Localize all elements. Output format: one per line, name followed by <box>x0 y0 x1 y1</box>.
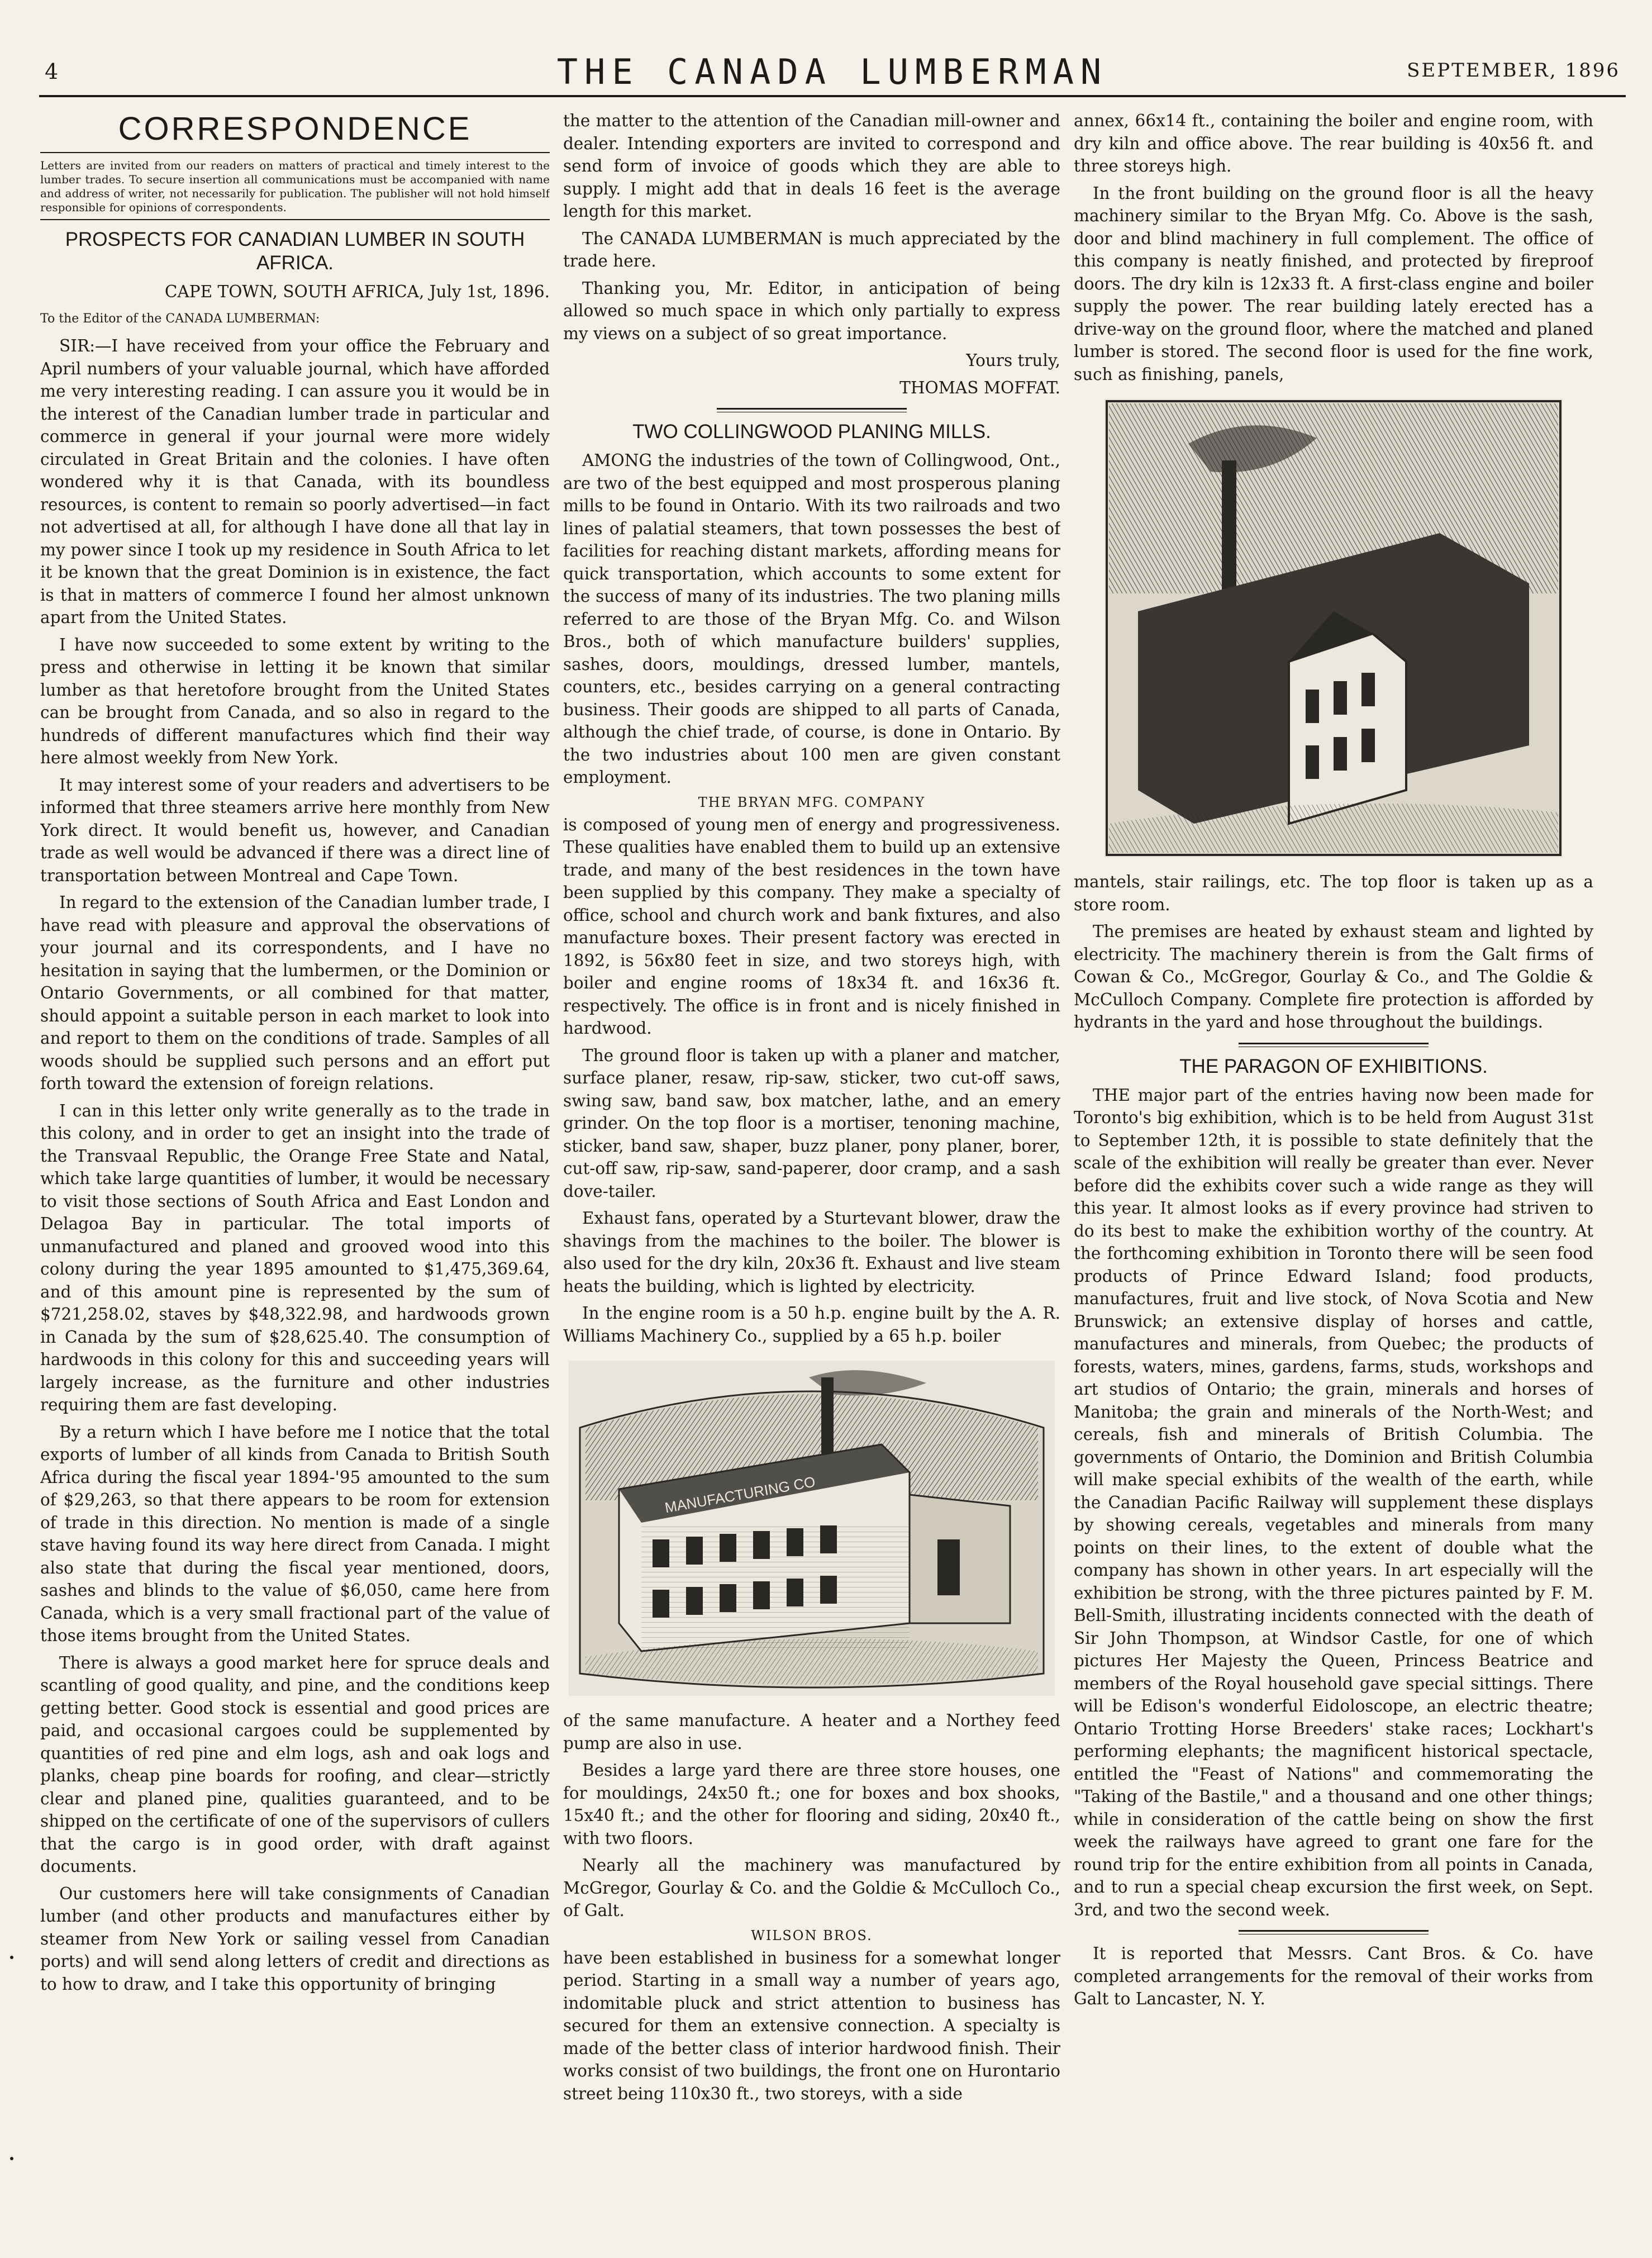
letter-closing: Yours truly, <box>966 351 1060 370</box>
paragraph: AMONG the industries of the town of Collingwood, Ont., are two of the best equipped and most prosperous planing mills to be found in Ontario. With its two railroads and two lines of palatial steamers, that town possesses the best of facilities for reaching distant markets, affording means for quick transportation, which accounts to some extent for the success of many of its industries. The two planing mills referred to are those of the Bryan Mfg. Co. and Wilson Bros., both of which manufacture builders' supplies, sashes, doors, mouldings, dressed lumber, mantels, counters, etc., besides carrying on a general contracting business. Their goods are shipped to all parts of Canada, although the chief trade, of course, is done in Ontario. By the two industries about 100 men are given constant employment. <box>563 451 1060 787</box>
paragraph: of the same manufacture. A heater and a Northey feed pump are also in use. <box>563 1711 1060 1753</box>
paragraph: Nearly all the machinery was manufactured by McGregor, Gourlay & Co. and the Goldie & McCulloch Co., of Galt. <box>563 1856 1060 1920</box>
paragraph: The premises are heated by exhaust steam and lighted by electricity. The machinery therein is from the Galt firms of Cowan & Co., McGregor, Gourlay & Co., and The Goldie & McCulloch Company. Complete fire protection is afforded by hydrants in the yard and hose throughout the buildings. <box>1074 922 1593 1031</box>
paragraph: The CANADA LUMBERMAN is much appreciated by the trade here. <box>563 229 1060 270</box>
paragraph: mantels, stair railings, etc. The top floor is taken up as a store room. <box>1074 872 1593 914</box>
wilson-bros-engraving <box>1104 399 1563 857</box>
subhead-bryan: THE BRYAN MFG. COMPANY <box>698 794 926 810</box>
article-divider <box>1239 1043 1429 1047</box>
subhead-wilson: WILSON BROS. <box>751 1927 873 1943</box>
column-3 <box>1074 110 1593 2227</box>
page-number: 4 <box>45 59 59 84</box>
section-title-correspondence: CORRESPONDENCE <box>118 111 472 147</box>
article-divider <box>717 408 907 412</box>
paragraph: By a return which I have before me I notice that the total exports of lumber of all kinds from Canada to British South Africa during the fiscal year 1894-'95 amounted to the sum of $29,263, so that there appears to be room for extension of trade in this direction. No mention is made of a single stave having found its way here direct from Canada. I might also state that during the fiscal year mentioned, doors, sashes and blinds to the value of $6,050, came here from Canada, which is a very small fractional part of the value of those items brought from the United States. <box>40 1422 550 1645</box>
paragraph: Our customers here will take consignments of Canadian lumber (and other products and manufactures either by steamer from New York or sailing vessel from Canadian ports) and will send along letters of credit and directions as to how to draw, and I take this opportunity of bringing <box>40 1884 550 1994</box>
paragraph: I can in this letter only write generally as to the trade in this colony, and in order to get an insight into the trade of the Transvaal Republic, the Orange Free State and Natal, which take large quantities of lumber, it would be necessary to visit those sections of South Africa and East London and Delagoa Bay in particular. The total imports of unmanufactured and planed and grooved wood into this colony during the year 1895 amounted to $1,475,369.64, and of this amount pine is represented by the sum of $721,258.02, staves by $48,322.98, and hardwoods grown in Canada by the sum of $28,625.40. The consumption of hardwoods in this colony for this and succeeding years will largely increase, as the furniture and other industries requiring them are fast developing. <box>40 1101 550 1414</box>
section-rule <box>40 152 550 153</box>
column-1 <box>40 110 550 2227</box>
notice-rule <box>40 219 550 220</box>
paragraph: I have now succeeded to some extent by writing to the press and otherwise in letting it be known that similar lumber as that heretofore brought from the United States can be brought from Canada, and so also in regard to the hundreds of different manufactures which find their way here almost weekly from New York. <box>40 635 550 767</box>
paragraph: Besides a large yard there are three store houses, one for mouldings, 24x50 ft.; one for boxes and box shooks, 15x40 ft.; and the other for flooring and siding, 20x40 ft., with two floors. <box>563 1761 1060 1848</box>
margin-mark <box>10 1956 13 1959</box>
paragraph: The ground floor is taken up with a planer and matcher, surface planer, resaw, rip-saw, sticker, two cut-off saws, swing saw, band saw, box matcher, lathe, and an emery grinder. On the top floor is a mortiser, tenoning machine, sticker, band saw, shaper, buzz planer, pony planer, borer, cut-off saw, rip-saw, sand-paperer, door cramp, and a sash dove-tailer. <box>563 1045 1060 1201</box>
paragraph: have been established in business for a somewhat longer period. Starting in a small way a number of years ago, indomitable pluck and strict attention to business has secured for them an extensive connection. A specialty is made of the better class of interior hardwood finish. Their works consist of two buildings, the front one on Hurontario street being 110x30 ft., two storeys, with a side <box>563 1948 1060 2103</box>
paragraph: Thanking you, Mr. Editor, in anticipation of being allowed so much space in which only partially to express my views on a subject of so great importance. <box>563 278 1060 343</box>
paragraph: It may interest some of your readers and advertisers to be informed that three steamers arrive here monthly from New York direct. It would benefit us, however, and Canadian trade as well would be advanced if there was a direct line of transportation between Montreal and Cape Town. <box>40 775 550 885</box>
factory-illustration <box>569 1361 1055 1696</box>
wilson-bros-illustration <box>1104 399 1563 857</box>
factory-engraving <box>569 1361 1055 1696</box>
article-title-exhibitions: THE PARAGON OF EXHIBITIONS. <box>1179 1055 1488 1077</box>
paragraph: In the engine room is a 50 h.p. engine built by the A. R. Williams Machinery Co., supplied by a 65 h.p. boiler <box>563 1304 1060 1346</box>
paragraph: annex, 66x14 ft., containing the boiler and engine room, with dry kiln and office above. The rear building is 40x56 ft. and three storeys high. <box>1074 111 1593 175</box>
correspondence-notice: Letters are invited from our readers on matters of practical and timely interest to the lumber trades. To secure insertion all communications must be accompanied with name and address of writer, not necessarily for publication. The publisher will not hold himself responsible for opinions of correspondents. <box>40 159 550 214</box>
paragraph: It is reported that Messrs. Cant Bros. & Co. have completed arrangements for the removal of their works from Galt to Lancaster, N. Y. <box>1074 1944 1593 2008</box>
masthead-rule <box>39 95 1626 97</box>
dateline: CAPE TOWN, SOUTH AFRICA, July 1st, 1896. <box>164 282 550 301</box>
article-title-collingwood: TWO COLLINGWOOD PLANING MILLS. <box>632 421 991 443</box>
paragraph: the matter to the attention of the Canadian mill-owner and dealer. Intending exporters are invited to correspond and send form of invoice of goods which they are able to supply. I might add that in deals 16 feet is the average length for this market. <box>563 111 1060 221</box>
letter-signature: THOMAS MOFFAT. <box>899 378 1060 397</box>
paragraph: There is always a good market here for spruce deals and scantling of good quality, and pine, and the conditions keep getting better. Good stock is essential and good prices are paid, and occasional cargoes could be supplemented by quantities of red pine and elm logs, ash and oak logs and planks, cheap pine boards for roofing, and clear—strictly clear and planed pine, qualities guaranteed, and to be shipped on the certificate of one of the supervisors of cullers that the cargo is in good order, with draft against documents. <box>40 1653 550 1876</box>
paragraph: THE major part of the entries having now been made for Toronto's big exhibition, which is to be held from August 31st to September 12th, it is possible to state definitely that the scale of the exhibition will really be greater than ever. Never before did the exhibits cover such a wide range as they will this year. It almost looks as if every province had striven to do its best to make the exhibition worthy of the country. At the forthcoming exhibition in Toronto there will be seen food products of Prince Edward Island; food products, manufactures, fruit and live stock, of Nova Scotia and New Brunswick; an extensive display of horses and cattle, manufactures and minerals, from Quebec; the products of forests, waters, mines, gardens, farms, studs, workshops and art studios of Ontario; the grain, minerals and horses of Manitoba; the grain and minerals of the North-West; and cereals, fish and minerals of British Columbia. The governments of Ontario, the Dominion and British Columbia will make special exhibits of the wealth of the earth, while the Canadian Pacific Railway will supplement these displays by showing cereals, vegetables and minerals from many points on their lines, to the extent of double what the company has shown in other years. In art especially will the exhibition be strong, with the three pictures painted by F. M. Bell-Smith, illustrating incidents connected with the death of Sir John Thompson, at Windsor Castle, for one of which pictures Her Majesty the Queen, Princess Beatrice and members of the Royal household gave special sittings. There will be Edison's wonderful Eidoloscope, an electric theatre; Ontario Trotting Horse Breeders' stake races; Lockhart's performing elephants; the magnificent historical spectacle, entitled the "Feast of Nations" and commemorating the "Taking of the Bastile," and a thousand and one other things; while in consideration of the cattle being on show the first week the railways have agreed to grant one fare for the round trip for the entire exhibition from all points in Canada, and to run a special cheap excursion the first week, on Sept. 3rd, and two the second week. <box>1074 1085 1593 1919</box>
paragraph: In the front building on the ground floor is all the heavy machinery similar to the Bryan Mfg. Co. Above is the sash, door and blind machinery in full complement. The office of this company is neatly finished, and protected by fireproof doors. The dry kiln is 12x33 ft. A first-class engine and boiler supply the power. The rear building lately erected has a drive-way on the ground floor, where the matched and planed lumber is stored. The second floor is used for the fine work, such as finishing, panels, <box>1074 183 1593 384</box>
column-2 <box>563 110 1060 2227</box>
paragraph: SIR:—I have received from your office the February and April numbers of your valuable journal, which have afforded me very interesting reading. I can assure you it would be in the interest of the Canadian lumber trade in particular and commerce in general if your journal were more widely circulated in Great Britain and the colonies. I have often wondered why it is that Canada, with its boundless resources, is content to remain so poorly advertised—in fact not advertised at all, for although I have done all that lay in my power since I took up my residence in South Africa to let it be known that the great Dominion is in existence, the fact is that in matters of commerce I found her almost unknown apart from the United States. <box>40 336 550 627</box>
salutation: To the Editor of the CANADA LUMBERMAN: <box>40 311 320 326</box>
paragraph: is composed of young men of energy and progressiveness. These qualities have enabled them to build up an extensive trade, and many of the best residences in the town have been supplied by this company. They make a specialty of office, school and church work and bank fixtures, and also manufacture boxes. Their present factory was erected in 1892, is 56x80 feet in size, and two storeys high, with boiler and engine rooms of 18x34 ft. and 16x36 ft. respectively. The office is in front and is nicely finished in hardwood. <box>563 815 1060 1038</box>
front-building <box>1289 634 1406 824</box>
article-divider <box>1239 1930 1429 1934</box>
factory-sign: MANUFACTURING CO <box>663 1473 817 1517</box>
margin-mark <box>10 2157 13 2160</box>
paragraph: In regard to the extension of the Canadian lumber trade, I have read with pleasure and approval the observations of your journal and its correspondents, and I have no hesitation in saying that the lumbermen, or the Dominion or Ontario Governments, or all combined for that matter, should appoint a suitable person in each market to look into and report to them on the conditions of trade. Samples of all woods should be supplied such persons and an effort put forth toward the extension of foreign relations. <box>40 893 550 1093</box>
masthead-bar <box>39 51 1626 91</box>
article-title-south-africa: PROSPECTS FOR CANADIAN LUMBER IN SOUTH AFRICA. <box>65 229 525 274</box>
paragraph: Exhaust fans, operated by a Sturtevant blower, draw the shavings from the machines to the boiler. The blower is also used for the dry kiln, 20x36 ft. Exhaust and live steam heats the building, which is lighted by electricity. <box>563 1209 1060 1296</box>
issue-date: SEPTEMBER, 1896 <box>1407 59 1620 82</box>
masthead-title: THE CANADA LUMBERMAN <box>556 51 1108 92</box>
